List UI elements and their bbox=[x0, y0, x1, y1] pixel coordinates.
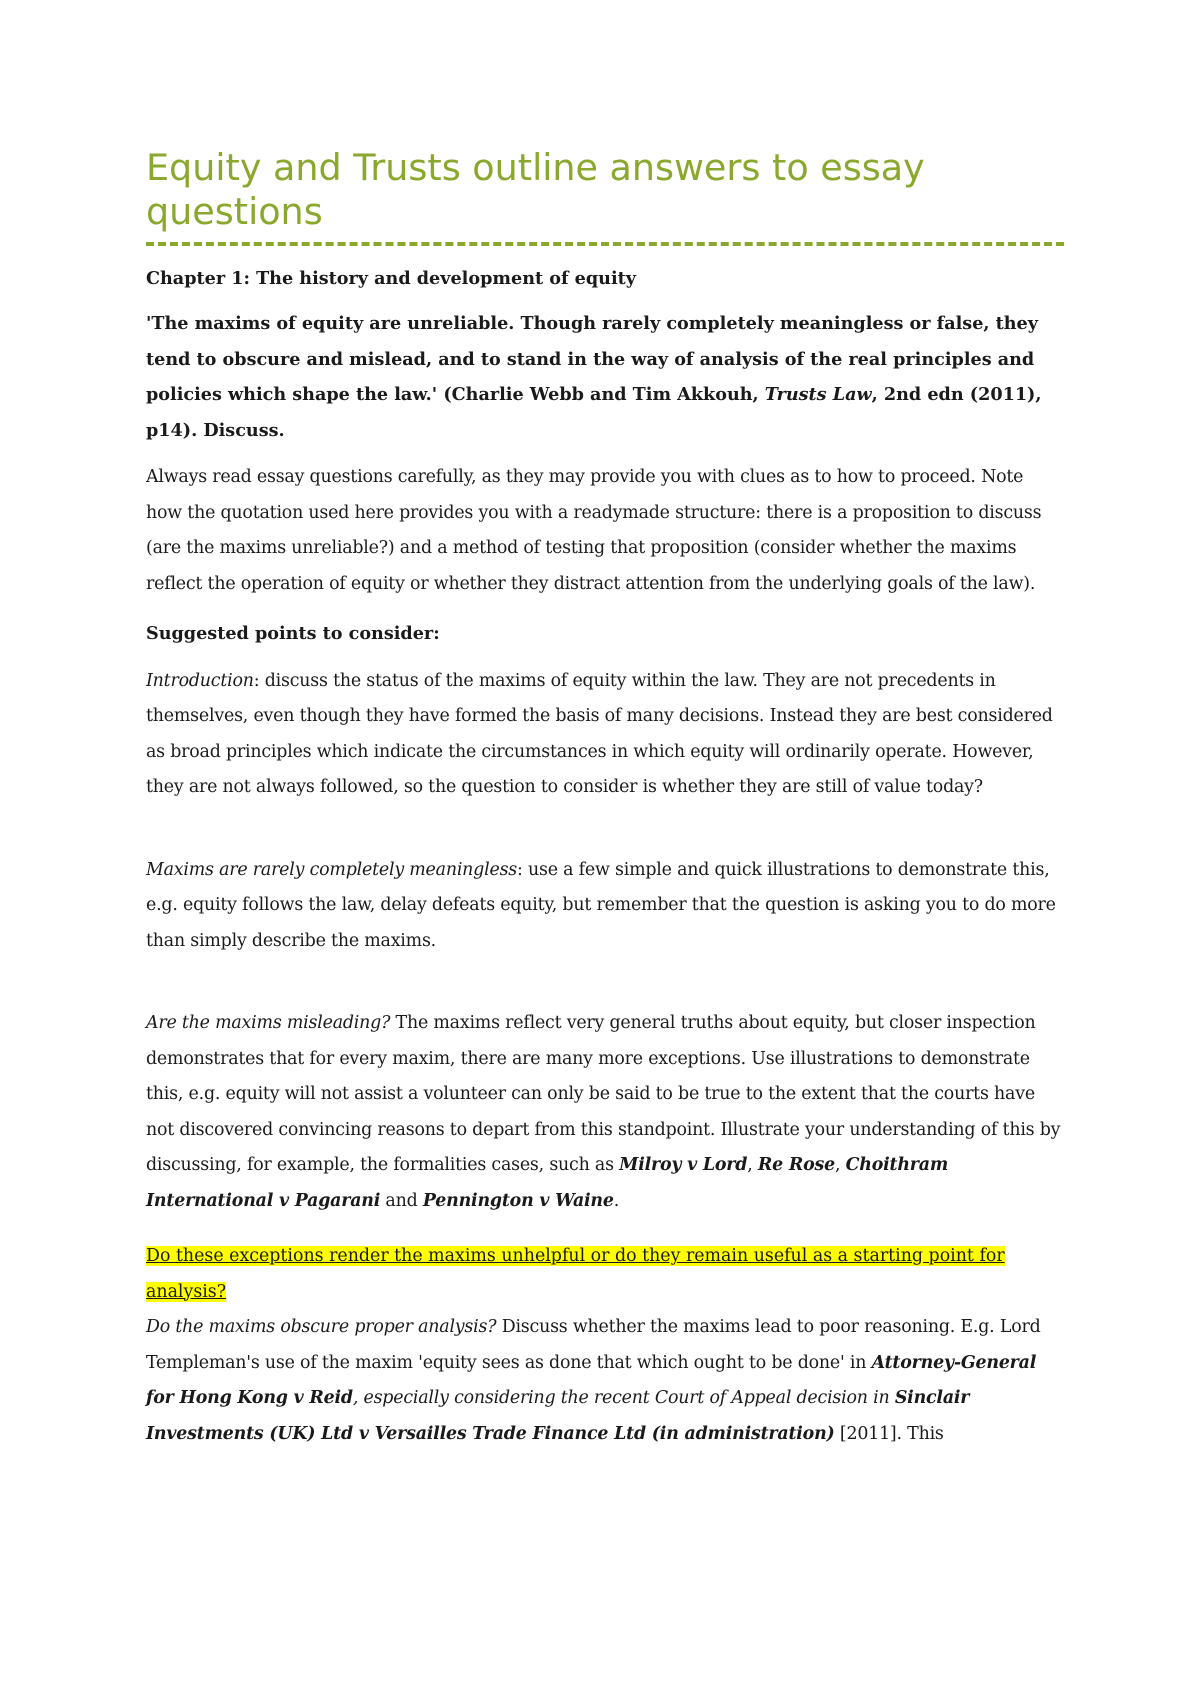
chapter-heading: Chapter 1: The history and development of equity bbox=[146, 268, 636, 289]
question-text: 'The maxims of equity are unreliable. Though rarely completely meaningless or false, they tend to obscure and mislead, and to stand in the way of analysis of the real principles and policies which shape the law.' (Charlie Webb and Tim Akkouh, bbox=[146, 313, 1038, 405]
document-body bbox=[146, 146, 1064, 1452]
introduction-label: Introduction bbox=[146, 670, 254, 691]
question-text-end: , 2nd edn (2011), p14). Discuss. bbox=[146, 384, 1042, 441]
separator: , bbox=[747, 1155, 758, 1175]
obscure-label: Do the maxims obscure proper analysis? bbox=[146, 1317, 497, 1337]
question-book-title: Trusts Law bbox=[764, 384, 872, 405]
separator: , bbox=[834, 1155, 846, 1175]
obscure-text-end: [2011]. This bbox=[834, 1423, 944, 1444]
suggested-points-heading: Suggested points to consider: bbox=[146, 623, 440, 644]
separator: . bbox=[613, 1190, 620, 1211]
case-name: Milroy v Lord bbox=[619, 1155, 748, 1175]
obscure-text-italic: , especially considering the recent Court of Appeal decision in bbox=[352, 1388, 895, 1408]
case-name: Choithram International v Pagarani bbox=[146, 1155, 949, 1211]
essay-question bbox=[146, 306, 1064, 448]
highlighted-question bbox=[146, 1239, 1064, 1310]
case-name: Attorney-General for Hong Kong v Reid bbox=[146, 1352, 1037, 1408]
spacer bbox=[146, 959, 1064, 994]
meaningless-label: Maxims are rarely completely meaningless bbox=[146, 859, 518, 880]
obscure-text: Discuss whether the maxims lead to poor reasoning. E.g. Lord Templeman's use of the maxim 'equity sees as done that which ought to be done' in bbox=[146, 1317, 1041, 1373]
intro-paragraph: Always read essay questions carefully, as they may provide you with clues as to how to proceed. Note how the quotation used here provides you with a readymade structure: there is a proposition to discuss (are the maxims unreliable?) and a method of testing that proposition (consider whether the maxims reflect the operation of equity or whether they distract attention from the underlying goals of the law). bbox=[146, 467, 1042, 594]
case-name: Sinclair Investments (UK) Ltd v Versailles Trade Finance Ltd (in administration) bbox=[146, 1388, 970, 1444]
obscure-paragraph bbox=[146, 1310, 1064, 1452]
meaningless-text: : use a few simple and quick illustrations to demonstrate this, e.g. equity follows the law, delay defeats equity, but remember that the question is asking you to do more than simply describe the maxims. bbox=[146, 859, 1056, 951]
introduction-paragraph bbox=[146, 664, 1064, 806]
case-name: Re Rose bbox=[757, 1155, 835, 1175]
misleading-text: The maxims reflect very general truths about equity, but closer inspection demonstrates that for every maxim, there are many more exceptions. Use illustrations to demonstrate this, e.g. equity will not assist a volunteer can only be said to be true to the extent that the courts have not discovered convincing reasons to depart from this standpoint. Illustrate your understanding of this by discussing, for example, the formalities cases, such as bbox=[146, 1013, 1061, 1175]
misleading-paragraph bbox=[146, 1006, 1064, 1219]
document-title: Equity and Trusts outline answers to essay questions bbox=[146, 146, 925, 233]
spacer bbox=[146, 806, 1064, 841]
misleading-label: Are the maxims misleading? bbox=[146, 1013, 391, 1033]
case-name: Pennington v Waine bbox=[422, 1190, 614, 1211]
title-divider bbox=[146, 242, 1064, 246]
introduction-text: : discuss the status of the maxims of equity within the law. They are not precedents in themselves, even though they have formed the basis of many decisions. Instead they are best considered as broad principles which indicate the circumstances in which equity will ordinarily operate. However, they are not always followed, so the question to consider is whether they are still of value today? bbox=[146, 670, 1053, 797]
highlighted-text: Do these exceptions render the maxims unhelpful or do they remain useful as a starting point for analysis? bbox=[146, 1246, 1005, 1302]
separator: and bbox=[380, 1190, 423, 1211]
meaningless-paragraph bbox=[146, 853, 1064, 960]
